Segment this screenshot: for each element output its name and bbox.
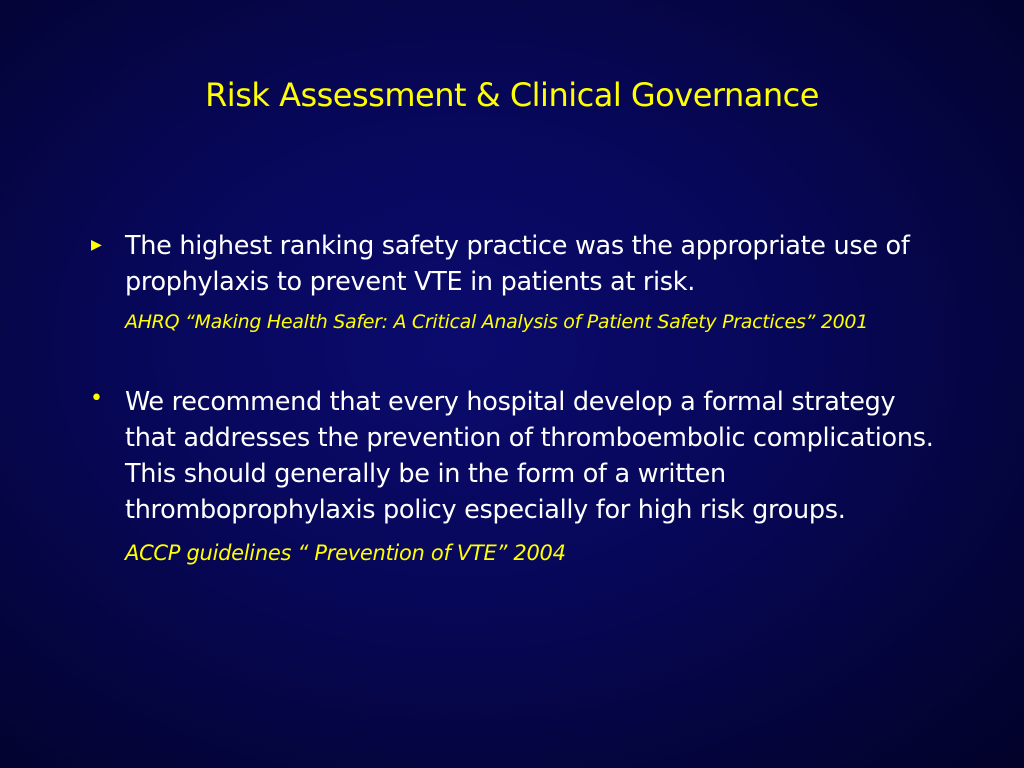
triangle-bullet-icon: ▶: [91, 237, 102, 253]
reference-1: AHRQ “Making Health Safer: A Critical Analysis of Patient Safety Practices” 2001: [125, 311, 868, 333]
bullet-item-1: [88, 228, 948, 336]
bullet-list: [88, 228, 948, 568]
bullet-text-2: We recommend that every hospital develop a formal strategy that addresses the prevention of thromboembolic complications. This should generally be in the form of a written thromboprophylaxis policy especially for high risk groups.: [125, 387, 934, 525]
bullet-text-1: The highest ranking safety practice was the appropriate use of prophylaxis to prevent VTE in patients at risk.: [125, 231, 910, 297]
bullet-item-2: [88, 384, 948, 568]
reference-2: ACCP guidelines “ Prevention of VTE” 2004: [125, 541, 566, 565]
dot-bullet-icon: •: [90, 386, 103, 411]
slide-title: Risk Assessment & Clinical Governance: [205, 76, 819, 114]
